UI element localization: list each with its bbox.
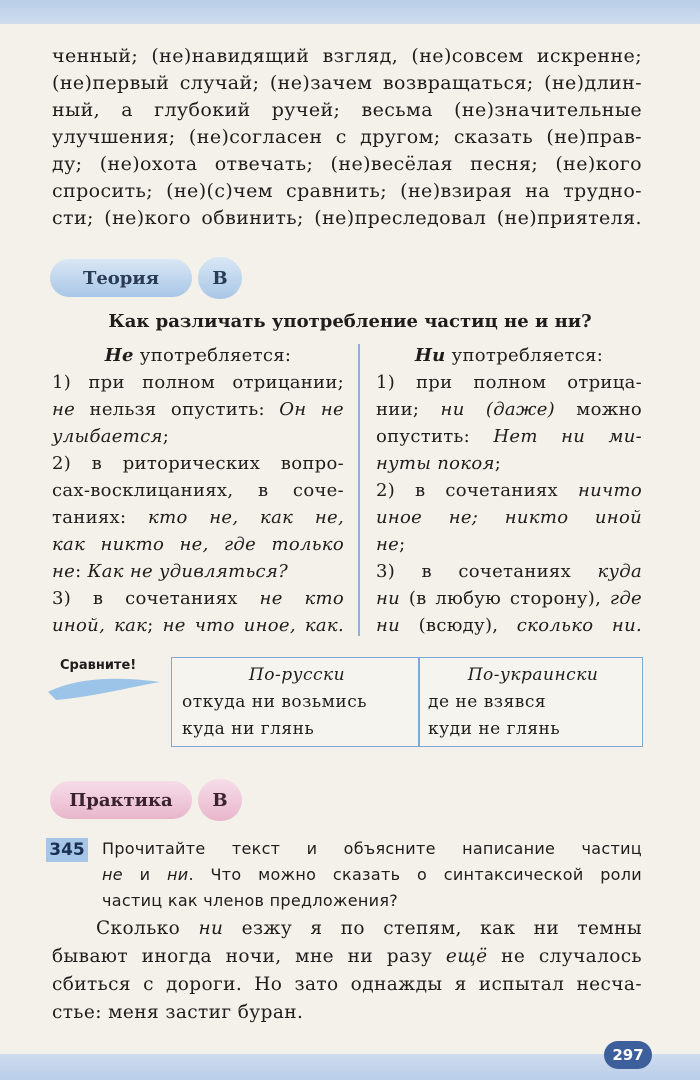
task-line: не и ни. Что можно сказать о синтаксической роли [102,865,642,884]
ni-usage-column [376,342,642,639]
ne-rule-line: не: Как не удивляться? [52,561,289,582]
compare-table [171,657,643,747]
intro-line: ду; (не)охота отвечать; (не)весёлая песня; (не)кого [52,153,642,175]
ni-column-title: Ни употребляется: [414,345,604,366]
ne-column-title: Не употребляется: [104,345,292,366]
ukrainian-row: куди не глянь [428,719,561,739]
exercise-text [52,915,642,1027]
exercise-number: 345 [46,838,88,862]
ne-rule-line: 1) при полном отрицании; [52,372,344,393]
ne-rule-line: 3) в сочетаниях не кто [52,588,344,609]
practice-level-badge: В [198,779,242,821]
ni-rule-line: опустить: Нет ни ми- [376,426,642,447]
ukrainian-header: По-украински [467,665,599,685]
intro-line: улучшения; (не)согласен с другом; сказать (не)прав- [52,126,642,148]
ni-rule-line: нии; ни (даже) можно [376,399,643,420]
ni-rule-line: 1) при полном отрица- [376,372,642,393]
intro-line: спросить; (не)(с)чем сравнить; (не)взирая на трудно- [52,180,642,202]
compare-label-text: Сравните! [60,658,137,673]
compare-table-divider [418,658,420,746]
task-line: Прочитайте текст и объясните написание частиц [102,839,642,858]
ne-rule-line: сах-восклицаниях, в соче- [52,480,344,501]
ukrainian-column [428,662,638,743]
ne-rule-line: улыбается; [52,426,170,447]
column-divider [358,344,360,636]
exercise-task [102,836,642,914]
story-line: бывают иногда ночи, мне ни разу ещё не случалось [52,946,643,967]
russian-column [182,662,412,743]
ni-rule-line: ни (всюду), сколько ни. [376,615,642,636]
intro-line: ченный; (не)навидящий взгляд, (не)совсем искренне; [52,45,642,67]
ne-usage-column [52,342,344,639]
task-line: частиц как членов предложения? [102,891,399,910]
ni-rule-line: иное не; никто иной [376,507,642,528]
ni-rule-line: ни (в любую сторону), где [376,588,642,609]
intro-line: сти; (не)кого обвинить; (не)преследовал (не)приятеля. [52,207,642,229]
ne-rule-line: как никто не, где только [52,534,344,555]
theory-heading: Как различать употребление частиц не и ни? [108,311,592,332]
intro-paragraph [52,43,642,232]
compare-label [46,652,162,700]
story-line: сбиться с дороги. Но зато однажды я испытал несча- [52,974,642,995]
ni-rule-line: не; [376,534,406,555]
practice-section-badge: Практика [50,781,192,819]
russian-row: куда ни глянь [182,719,315,739]
ne-rule-line: иной, как; не что иное, как. [52,615,344,636]
compare-swoosh-icon [46,674,162,702]
theory-level-badge: В [198,257,242,299]
top-color-band [0,0,700,24]
page-number: 297 [604,1041,652,1069]
ni-rule-line: 2) в сочетаниях ничто [376,480,642,501]
intro-line: ный, а глубокий ручей; весьма (не)значительные [52,99,642,121]
bottom-color-band [0,1054,700,1080]
intro-line: (не)первый случай; (не)зачем возвращаться; (не)длин- [52,72,642,94]
ni-rule-line: 3) в сочетаниях куда [376,561,642,582]
ukrainian-row: де не взявся [428,692,547,712]
story-line: стье: меня застиг буран. [52,1002,304,1023]
theory-section-badge: Теория [50,259,192,297]
russian-header: По-русски [248,665,346,685]
ni-rule-line: нуты покоя; [376,453,502,474]
ne-rule-line: 2) в риторических вопро- [52,453,344,474]
russian-row: откуда ни возьмись [182,692,368,712]
ne-rule-line: таниях: кто не, как не, [52,507,344,528]
ne-rule-line: не нельзя опустить: Он не [52,399,344,420]
story-line: Сколько ни езжу я по степям, как ни темны [96,918,643,939]
